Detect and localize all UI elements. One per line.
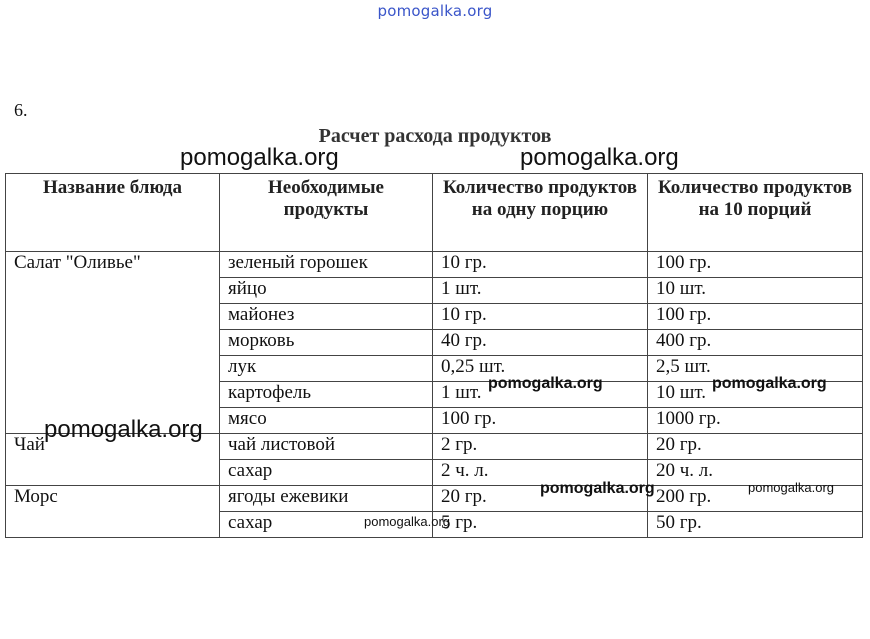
- product-cell: мясо: [220, 408, 433, 434]
- dish-name: Чай: [6, 434, 220, 486]
- products-table: [5, 173, 863, 538]
- per-portion-cell: 2 гр.: [433, 434, 648, 460]
- product-cell: сахар: [220, 512, 433, 538]
- per-10-cell: 1000 гр.: [648, 408, 863, 434]
- per-portion-cell: 20 гр.: [433, 486, 648, 512]
- product-cell: ягоды ежевики: [220, 486, 433, 512]
- per-10-cell: 50 гр.: [648, 512, 863, 538]
- per-10-cell: 200 гр.: [648, 486, 863, 512]
- task-number: 6.: [14, 100, 28, 120]
- table-header-row: [6, 174, 863, 252]
- per-10-cell: 10 шт.: [648, 382, 863, 408]
- watermark: pomogalka.org: [748, 480, 834, 495]
- product-cell: чай листовой: [220, 434, 433, 460]
- product-cell: зеленый горошек: [220, 252, 433, 278]
- site-watermark-link[interactable]: pomogalka.org: [377, 2, 493, 20]
- per-10-cell: 20 ч. л.: [648, 460, 863, 486]
- header-dish: Название блюда: [6, 174, 220, 252]
- per-portion-cell: 10 гр.: [433, 304, 648, 330]
- watermark: pomogalka.org: [488, 375, 603, 392]
- dish-name: Морс: [6, 486, 220, 538]
- product-cell: картофель: [220, 382, 433, 408]
- per-portion-cell: 5 гр.: [433, 512, 648, 538]
- product-cell: морковь: [220, 330, 433, 356]
- header-per-10-portions: Количество продуктов на 10 порций: [648, 174, 863, 252]
- per-10-cell: 2,5 шт.: [648, 356, 863, 382]
- product-cell: майонез: [220, 304, 433, 330]
- table-title: Расчет расхода продуктов: [318, 125, 552, 147]
- per-portion-cell: 1 шт.: [433, 382, 648, 408]
- header-products: Необходимые продукты: [220, 174, 433, 252]
- watermark: pomogalka.org: [364, 514, 450, 529]
- per-portion-cell: 100 гр.: [433, 408, 648, 434]
- header-per-portion: Количество продуктов на одну порцию: [433, 174, 648, 252]
- per-portion-cell: 40 гр.: [433, 330, 648, 356]
- table-row: [6, 486, 863, 512]
- per-10-cell: 400 гр.: [648, 330, 863, 356]
- per-10-cell: 100 гр.: [648, 252, 863, 278]
- per-10-cell: 100 гр.: [648, 304, 863, 330]
- product-cell: лук: [220, 356, 433, 382]
- watermark: pomogalka.org: [520, 144, 679, 171]
- watermark: pomogalka.org: [712, 375, 827, 392]
- per-portion-cell: 0,25 шт.: [433, 356, 648, 382]
- product-cell: сахар: [220, 460, 433, 486]
- table-row: [6, 252, 863, 278]
- per-10-cell: 20 гр.: [648, 434, 863, 460]
- per-portion-cell: 10 гр.: [433, 252, 648, 278]
- dish-name: Салат "Оливье": [6, 252, 220, 434]
- watermark: pomogalka.org: [180, 144, 339, 171]
- per-portion-cell: 2 ч. л.: [433, 460, 648, 486]
- watermark: pomogalka.org: [44, 416, 203, 443]
- per-10-cell: 10 шт.: [648, 278, 863, 304]
- watermark: pomogalka.org: [540, 480, 655, 497]
- product-cell: яйцо: [220, 278, 433, 304]
- per-portion-cell: 1 шт.: [433, 278, 648, 304]
